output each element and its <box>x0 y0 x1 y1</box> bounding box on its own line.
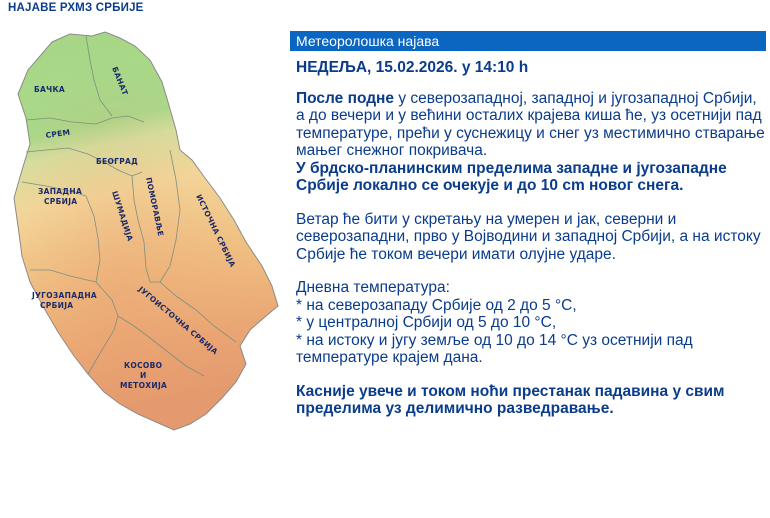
serbia-regions-map[interactable] <box>0 20 290 518</box>
forecast-final: Касније увече и током ноћи престанак падавина у свим пределима уз делимично разведравање. <box>296 382 725 417</box>
region-label-istocna[interactable]: ИСТОЧНА СРБИЈА <box>194 192 238 269</box>
forecast-p1-text: у северозападној, западној и југозападној Србији, а до вечери и у већини осталих крајева киша ће, уз осетнији пад температуре, прећи у суснежицу и снег уз местимично стварање мањег снежног покривача. <box>296 89 765 159</box>
forecast-temp-item: * у централној Србији од 5 до 10 °C, <box>296 314 557 331</box>
region-label-banat[interactable]: БАНАТ <box>110 65 130 97</box>
page-title: НАЈАВЕ РХМЗ СРБИЈЕ <box>8 2 144 14</box>
region-label-jugoistocna[interactable]: ЈУГОИСТОЧНА СРБИЈА <box>136 284 220 357</box>
region-label-kosovo-1[interactable]: КОСОВО <box>124 361 163 370</box>
forecast-p1-lead: После подне <box>296 89 395 107</box>
map-svg <box>0 20 290 518</box>
forecast-body <box>296 59 768 418</box>
forecast-snow-highlight: У брдско-планинским пределима западне и југозападне Србије локално се очекује и до 10 cm новог снега. <box>296 159 727 194</box>
forecast-date: НЕДЕЉА, 15.02.2026. у 14:10 h <box>296 59 529 76</box>
forecast-header: Метеоролошка најава <box>290 31 766 51</box>
region-label-kosovo-3[interactable]: МЕТОХИЈА <box>120 381 168 390</box>
region-label-beograd[interactable]: БЕОГРАД <box>96 157 139 166</box>
region-label-pomoravlje[interactable]: ПОМОРАВЉЕ <box>144 176 166 238</box>
region-label-sumadija[interactable]: ШУМАДИЈА <box>110 189 135 243</box>
region-label-jugozapadna-2[interactable]: СРБИЈА <box>40 301 74 310</box>
region-label-jugozapadna-1[interactable]: ЈУГОЗАПАДНА <box>32 291 98 300</box>
forecast-paragraph-1 <box>296 90 768 160</box>
region-label-zapadna-2[interactable]: СРБИЈА <box>44 197 78 206</box>
forecast-temp-title: Дневна температура: <box>296 279 450 296</box>
forecast-temp-item: * на истоку и југу земље од 10 до 14 °C уз осетнији пад температуре крајем дана. <box>296 331 693 366</box>
forecast-temp-item: * на северозападу Србије од 2 до 5 °C, <box>296 296 577 314</box>
region-label-backa[interactable]: БАЧКА <box>34 85 66 94</box>
region-label-srem[interactable]: СРЕМ <box>45 127 71 140</box>
region-label-zapadna-1[interactable]: ЗАПАДНА <box>38 187 83 196</box>
region-label-kosovo-2[interactable]: И <box>140 371 147 380</box>
forecast-wind: Ветар ће бити у скретању на умерен и јак, северни и северозападни, прво у Војводини и западној Србији, а на истоку Србије ће током вечери имати олујне ударе. <box>296 210 761 263</box>
